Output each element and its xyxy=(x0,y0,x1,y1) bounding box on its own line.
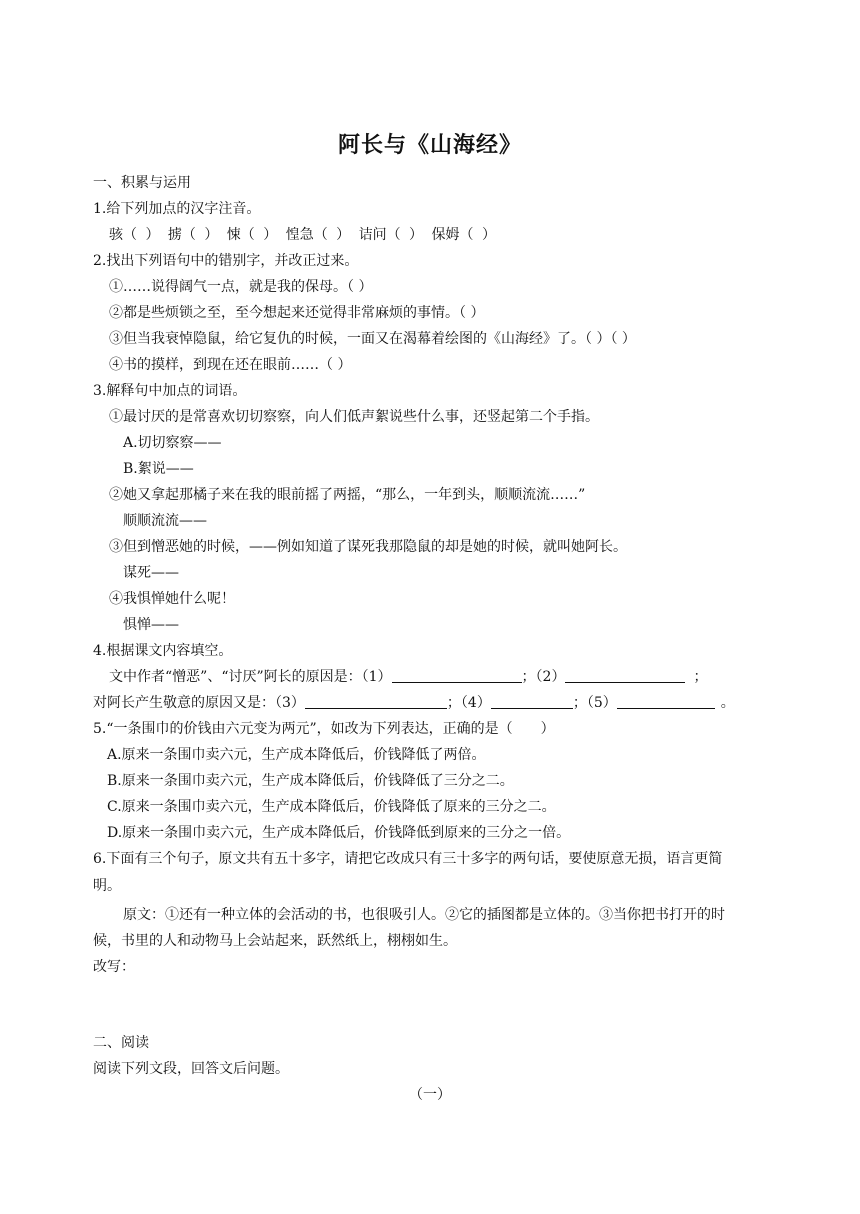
question-6-original-line-1: 原文：①还有一种立体的会活动的书，也很吸引人。②它的插图都是立体的。③当你把书打开的时 xyxy=(123,907,725,923)
question-2-sentence-1: ①……说得阔气一点，就是我的保母。（ ） xyxy=(109,279,373,295)
section-heading-1: 一、积累与运用 xyxy=(93,175,191,191)
question-4-end-1: ； xyxy=(693,669,708,685)
answer-blank-4[interactable] xyxy=(491,694,573,709)
question-1-stem: 1.给下列加点的汉字注音。 xyxy=(93,201,261,217)
answer-blank-3[interactable] xyxy=(305,694,447,709)
question-2-sentence-2: ②都是些烦锁之至，至今想起来还觉得非常麻烦的事情。（ ） xyxy=(109,305,485,321)
question-3-answer-2: 顺顺流流—— xyxy=(123,513,207,529)
question-4-line-1-text: 文中作者“憎恶”、“讨厌”阿长的原因是：（1） xyxy=(109,669,392,685)
question-6-stem-line-1: 6.下面有三个句子，原文共有五十多字，请把它改成只有三十多字的两句话，要使原意无损，语言更简 xyxy=(93,851,723,867)
question-5-stem: 5.“一条围巾的价钱由六元变为两元”，如改为下列表达，正确的是（ ） xyxy=(93,721,555,737)
question-3-item-b: B.絮说—— xyxy=(123,461,194,477)
answer-blank-1[interactable] xyxy=(392,668,522,683)
question-6-rewrite-label: 改写： xyxy=(93,959,135,975)
question-2-sentence-3: ③但当我衰悼隐鼠，给它复仇的时候，一面又在渴幕着绘图的《山海经》了。（ ）（ ） xyxy=(109,331,636,347)
passage-label: （一） xyxy=(409,1087,451,1103)
question-4-line-2 xyxy=(93,694,735,712)
question-4-separator-3: ；（5） xyxy=(572,695,617,711)
question-4-line-1 xyxy=(109,668,707,686)
question-2-stem: 2.找出下列语句中的错别字，并改正过来。 xyxy=(93,253,359,269)
question-2-sentence-4: ④书的摸样，到现在还在眼前……（ ） xyxy=(109,357,352,373)
question-5-option-d: D.原来一条围巾卖六元，生产成本降低后，价钱降低到原来的三分之一倍。 xyxy=(107,825,571,841)
answer-blank-5[interactable] xyxy=(617,694,715,709)
question-1-items: 骇（ ） 掳（ ） 悚（ ） 惶急（ ） 诘问（ ） 保姆（ ） xyxy=(109,227,496,243)
question-4-separator-1: ；（2） xyxy=(521,669,566,685)
question-3-sentence-2: ②她又拿起那橘子来在我的眼前摇了两摇，“那么，一年到头，顺顺流流……” xyxy=(109,487,586,503)
question-3-stem: 3.解释句中加点的词语。 xyxy=(93,383,247,399)
reading-intro: 阅读下列文段，回答文后问题。 xyxy=(93,1061,289,1077)
question-3-sentence-1: ①最讨厌的是常喜欢切切察察，向人们低声絮说些什么事，还竖起第二个手指。 xyxy=(109,409,599,425)
question-3-item-a: A.切切察察—— xyxy=(123,435,222,451)
question-4-separator-2: ；（4） xyxy=(446,695,491,711)
question-6-original-line-2: 候，书里的人和动物马上会站起来，跃然纸上，栩栩如生。 xyxy=(93,933,457,949)
page-title: 阿长与《山海经》 xyxy=(337,133,522,158)
question-3-sentence-4: ④我惧惮她什么呢！ xyxy=(109,591,235,607)
question-3-answer-4: 惧惮—— xyxy=(123,617,179,633)
section-heading-2: 二、阅读 xyxy=(93,1035,149,1051)
question-5-option-a: A.原来一条围巾卖六元，生产成本降低后，价钱降低了两倍。 xyxy=(107,747,486,763)
question-4-stem: 4.根据课文内容填空。 xyxy=(93,643,233,659)
question-3-answer-3: 谋死—— xyxy=(123,565,179,581)
question-5-option-c: C.原来一条围巾卖六元，生产成本降低后，价钱降低了原来的三分之二。 xyxy=(107,799,556,815)
question-3-sentence-3: ③但到憎恶她的时候，——例如知道了谋死我那隐鼠的却是她的时候，就叫她阿长。 xyxy=(109,539,627,555)
question-4-line-2-text: 对阿长产生敬意的原因又是：（3） xyxy=(93,695,305,711)
question-6-stem-line-2: 明。 xyxy=(93,878,121,894)
question-4-end-2: 。 xyxy=(720,695,735,711)
answer-blank-2[interactable] xyxy=(565,668,685,683)
question-5-option-b: B.原来一条围巾卖六元，生产成本降低后，价钱降低了三分之二。 xyxy=(107,773,514,789)
